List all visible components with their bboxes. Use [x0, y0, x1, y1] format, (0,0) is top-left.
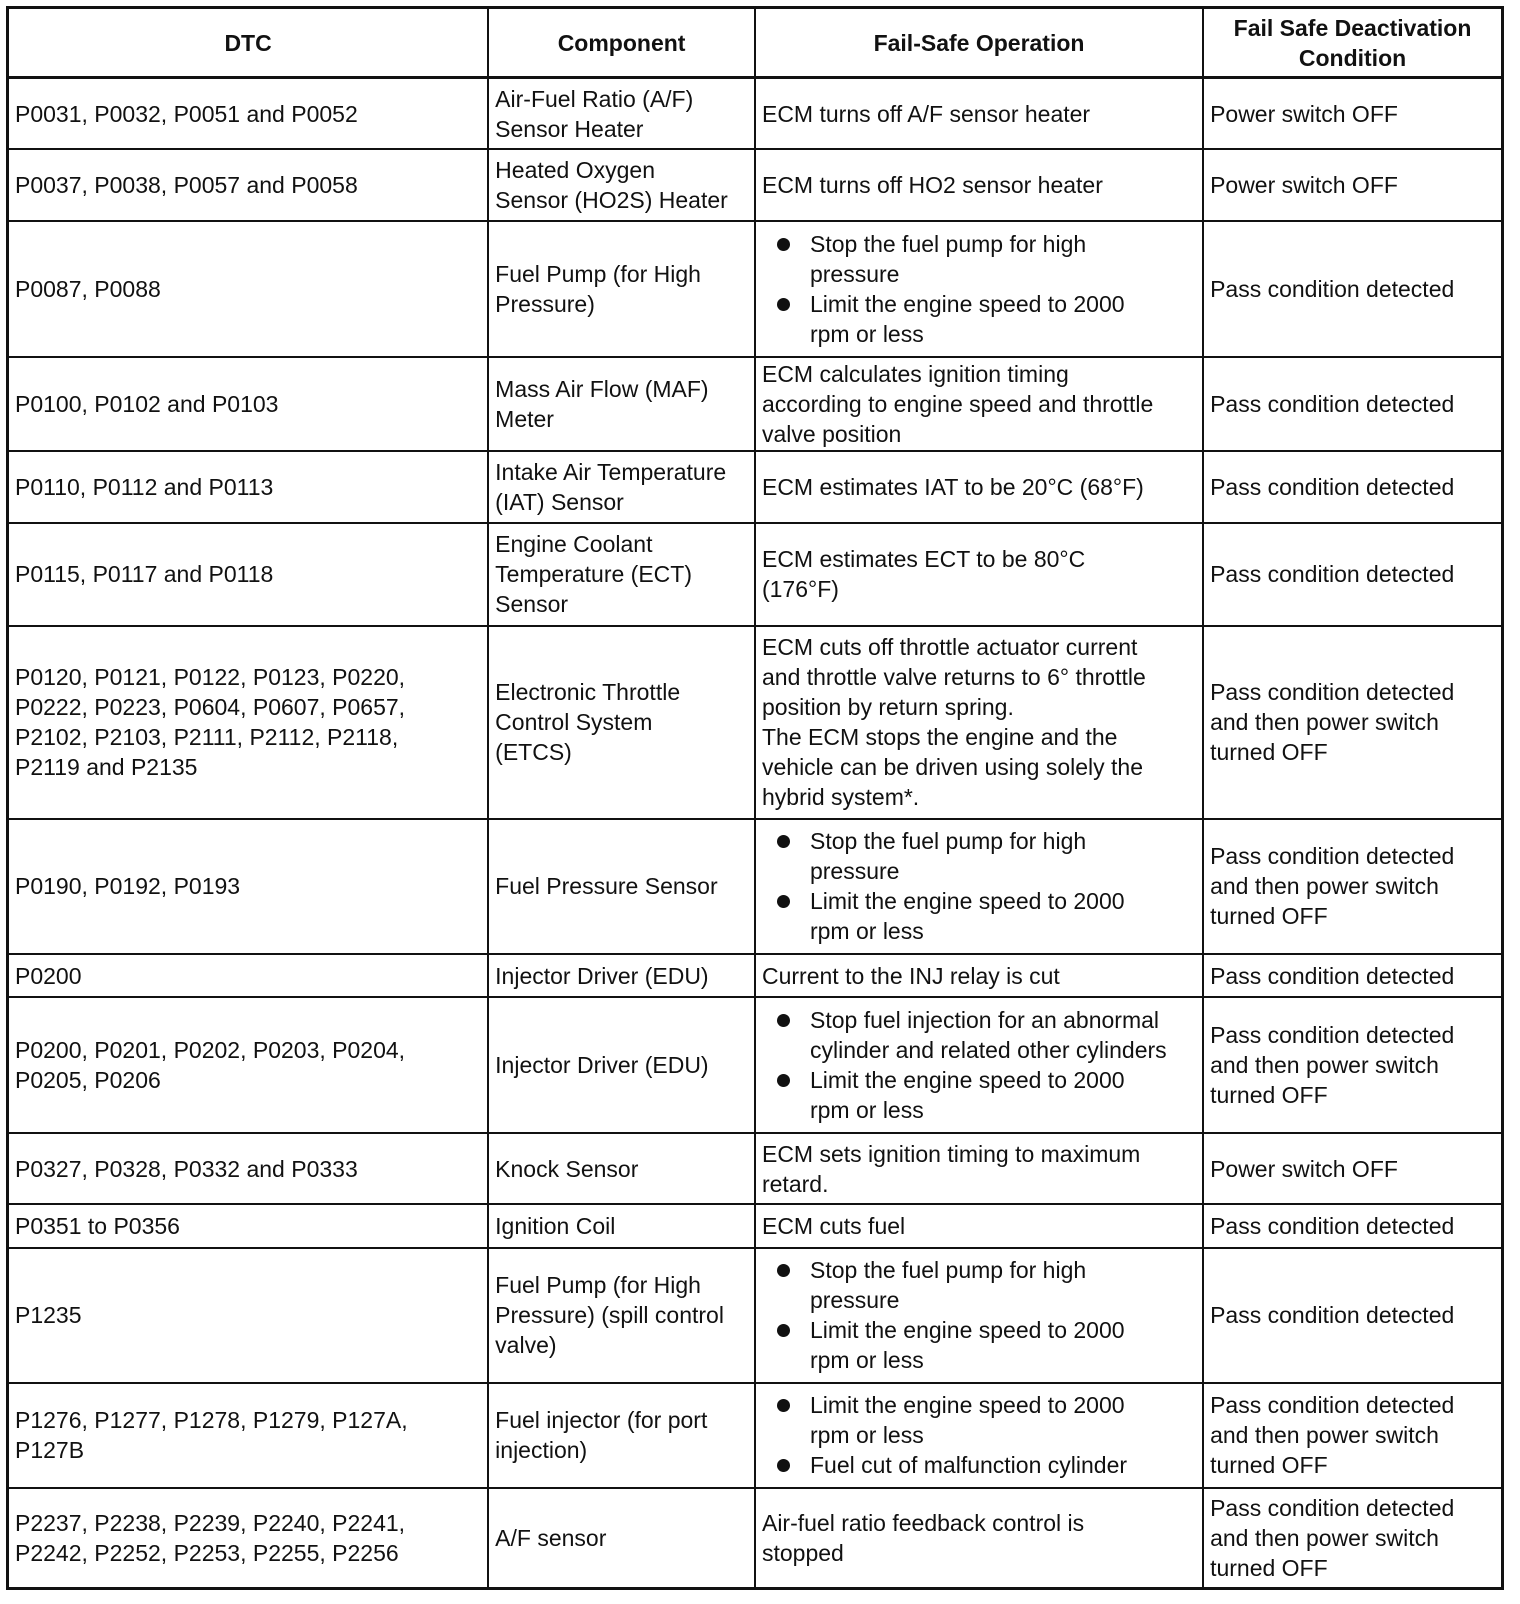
operation-cell	[755, 1488, 1203, 1589]
deactivation-line: turned OFF	[1210, 903, 1328, 930]
component-line: Injector Driver (EDU)	[495, 962, 709, 989]
table-row	[8, 1488, 1503, 1589]
deactivation-cell	[1203, 954, 1502, 997]
component-line: (ETCS)	[495, 739, 572, 766]
deactivation-cell	[1203, 1248, 1502, 1383]
component-line: Sensor	[495, 591, 569, 618]
operation-line: Air-fuel ratio feedback control is	[761, 1509, 1085, 1536]
component-cell	[488, 451, 755, 523]
deactivation-line: and then power switch	[1210, 1051, 1439, 1078]
operation-cell	[755, 1133, 1203, 1205]
operation-bullet-item	[774, 1065, 1196, 1125]
operation-cell	[755, 357, 1203, 451]
component-line: Ignition Coil	[495, 1213, 616, 1240]
deactivation-line: Pass condition detected	[1210, 390, 1455, 417]
operation-line: and throttle valve returns to 6° throttle	[761, 664, 1146, 691]
table-row	[8, 626, 1503, 819]
operation-cell	[755, 221, 1203, 356]
deactivation-line: Power switch OFF	[1210, 1155, 1398, 1182]
operation-line: Stop fuel injection for an abnormal	[809, 1006, 1160, 1033]
component-line: Heated Oxygen	[495, 157, 655, 184]
header-deactivation-line: Condition	[1298, 44, 1407, 71]
component-line: Sensor (HO2S) Heater	[495, 187, 728, 214]
deactivation-line: and then power switch	[1210, 709, 1439, 736]
operation-line: Limit the engine speed to 2000	[809, 290, 1125, 317]
component-line: valve)	[495, 1332, 557, 1359]
operation-bullet-item	[774, 1315, 1196, 1375]
operation-bullet-item	[774, 229, 1196, 289]
table-body	[8, 78, 1503, 1589]
dtc-line: P0222, P0223, P0604, P0607, P0657,	[15, 694, 406, 721]
table-row	[8, 78, 1503, 150]
component-line: Pressure)	[495, 290, 595, 317]
component-cell	[488, 1204, 755, 1247]
component-cell	[488, 1383, 755, 1488]
deactivation-cell	[1203, 997, 1502, 1132]
dtc-cell	[8, 1383, 489, 1488]
dtc-cell	[8, 1133, 489, 1205]
operation-cell	[755, 149, 1203, 221]
component-line: Temperature (ECT)	[495, 561, 692, 588]
dtc-cell	[8, 523, 489, 626]
deactivation-line: Pass condition detected	[1210, 962, 1455, 989]
dtc-line: P0327, P0328, P0332 and P0333	[15, 1155, 358, 1182]
dtc-cell	[8, 149, 489, 221]
component-cell	[488, 221, 755, 356]
deactivation-cell	[1203, 523, 1502, 626]
operation-line: Stop the fuel pump for high	[809, 1257, 1087, 1284]
operation-cell	[755, 954, 1203, 997]
operation-line: hybrid system*.	[761, 784, 920, 811]
deactivation-line: Pass condition detected	[1210, 1021, 1455, 1048]
deactivation-line: Pass condition detected	[1210, 1302, 1455, 1329]
component-line: Air-Fuel Ratio (A/F)	[495, 85, 694, 112]
dtc-line: P0031, P0032, P0051 and P0052	[15, 100, 358, 127]
component-line: Mass Air Flow (MAF)	[495, 375, 709, 402]
deactivation-cell	[1203, 1204, 1502, 1247]
component-line: Injector Driver (EDU)	[495, 1051, 709, 1078]
operation-line: cylinder and related other cylinders	[809, 1036, 1167, 1063]
operation-bullet-item	[774, 289, 1196, 349]
deactivation-line: Pass condition detected	[1210, 1494, 1455, 1521]
dtc-line: P0110, P0112 and P0113	[15, 474, 274, 501]
deactivation-line: Pass condition detected	[1210, 561, 1455, 588]
dtc-line: P0115, P0117 and P0118	[15, 561, 274, 588]
dtc-cell	[8, 78, 489, 150]
deactivation-line: Pass condition detected	[1210, 679, 1455, 706]
operation-line: Stop the fuel pump for high	[809, 230, 1087, 257]
component-line: (IAT) Sensor	[495, 489, 624, 516]
dtc-line: P1276, P1277, P1278, P1279, P127A,	[15, 1407, 408, 1434]
operation-line: position by return spring.	[761, 694, 1014, 721]
dtc-line: P2242, P2252, P2253, P2255, P2256	[15, 1539, 399, 1566]
operation-line: valve position	[761, 420, 902, 447]
table-row	[8, 1248, 1503, 1383]
deactivation-cell	[1203, 221, 1502, 356]
operation-line: Stop the fuel pump for high	[809, 828, 1087, 855]
component-line: Fuel Pump (for High	[495, 1272, 701, 1299]
operation-line: rpm or less	[809, 1347, 924, 1374]
component-line: injection)	[495, 1437, 588, 1464]
dtc-line: P0200	[15, 962, 82, 989]
operation-line: pressure	[809, 1287, 900, 1314]
deactivation-line: turned OFF	[1210, 1554, 1328, 1581]
deactivation-cell	[1203, 1133, 1502, 1205]
deactivation-line: Pass condition detected	[1210, 1213, 1455, 1240]
dtc-line: P2237, P2238, P2239, P2240, P2241,	[15, 1509, 406, 1536]
operation-line: ECM turns off A/F sensor heater	[761, 100, 1091, 127]
operation-line: Limit the engine speed to 2000	[809, 1317, 1125, 1344]
deactivation-line: Pass condition detected	[1210, 275, 1455, 302]
deactivation-line: Pass condition detected	[1210, 474, 1455, 501]
header-dtc: DTC	[8, 8, 489, 78]
deactivation-cell	[1203, 626, 1502, 819]
operation-line: according to engine speed and throttle	[761, 390, 1154, 417]
operation-line: The ECM stops the engine and the	[761, 724, 1118, 751]
dtc-line: P0205, P0206	[15, 1066, 161, 1093]
operation-line: ECM sets ignition timing to maximum	[761, 1140, 1141, 1167]
operation-line: Fuel cut of malfunction cylinder	[809, 1452, 1128, 1479]
operation-bullet-list	[756, 1005, 1196, 1125]
deactivation-cell	[1203, 819, 1502, 954]
component-line: Fuel injector (for port	[495, 1407, 708, 1434]
operation-bullet-item	[774, 1255, 1196, 1315]
table-row	[8, 819, 1503, 954]
component-cell	[488, 357, 755, 451]
component-line: Control System	[495, 709, 653, 736]
table-row	[8, 954, 1503, 997]
dtc-line: P0200, P0201, P0202, P0203, P0204,	[15, 1036, 406, 1063]
deactivation-cell	[1203, 78, 1502, 150]
table-row	[8, 523, 1503, 626]
operation-cell	[755, 78, 1203, 150]
operation-line: stopped	[761, 1539, 844, 1566]
operation-line: retard.	[761, 1170, 829, 1197]
operation-cell	[755, 819, 1203, 954]
operation-bullet-list	[756, 1390, 1196, 1480]
dtc-cell	[8, 626, 489, 819]
dtc-cell	[8, 1488, 489, 1589]
component-line: Knock Sensor	[495, 1155, 639, 1182]
operation-bullet-list	[756, 229, 1196, 349]
table-row	[8, 451, 1503, 523]
operation-line: pressure	[809, 260, 900, 287]
deactivation-line: Pass condition detected	[1210, 843, 1455, 870]
dtc-line: P0100, P0102 and P0103	[15, 390, 279, 417]
operation-cell	[755, 1248, 1203, 1383]
dtc-cell	[8, 997, 489, 1132]
header-component: Component	[488, 8, 755, 78]
component-line: Electronic Throttle	[495, 679, 681, 706]
component-line: Fuel Pressure Sensor	[495, 873, 718, 900]
component-cell	[488, 78, 755, 150]
operation-line: ECM calculates ignition timing	[761, 360, 1069, 387]
operation-line: Limit the engine speed to 2000	[809, 888, 1125, 915]
component-line: Pressure) (spill control	[495, 1302, 724, 1329]
operation-bullet-item	[774, 826, 1196, 886]
component-cell	[488, 997, 755, 1132]
dtc-cell	[8, 954, 489, 997]
deactivation-line: Power switch OFF	[1210, 172, 1398, 199]
component-line: Engine Coolant	[495, 531, 653, 558]
fail-safe-table	[6, 6, 1504, 1590]
operation-line: ECM cuts off throttle actuator current	[761, 634, 1138, 661]
operation-cell	[755, 451, 1203, 523]
operation-bullet-item	[774, 1450, 1196, 1480]
dtc-line: P127B	[15, 1437, 85, 1464]
operation-bullet-item	[774, 1390, 1196, 1450]
component-line: Fuel Pump (for High	[495, 260, 701, 287]
dtc-line: P2119 and P2135	[15, 754, 198, 781]
component-cell	[488, 149, 755, 221]
operation-cell	[755, 1383, 1203, 1488]
operation-cell	[755, 626, 1203, 819]
header-deactivation-condition	[1203, 8, 1502, 78]
component-line: A/F sensor	[495, 1524, 607, 1551]
deactivation-line: turned OFF	[1210, 1081, 1328, 1108]
deactivation-cell	[1203, 1383, 1502, 1488]
table-row	[8, 357, 1503, 451]
table-row	[8, 1204, 1503, 1247]
header-fail-safe-operation: Fail-Safe Operation	[755, 8, 1203, 78]
operation-bullet-item	[774, 1005, 1196, 1065]
operation-line: rpm or less	[809, 1422, 924, 1449]
table-row	[8, 1383, 1503, 1488]
component-cell	[488, 523, 755, 626]
operation-cell	[755, 997, 1203, 1132]
dtc-cell	[8, 451, 489, 523]
deactivation-cell	[1203, 357, 1502, 451]
component-line: Intake Air Temperature	[495, 459, 727, 486]
dtc-line: P0120, P0121, P0122, P0123, P0220,	[15, 664, 406, 691]
component-cell	[488, 626, 755, 819]
component-line: Sensor Heater	[495, 115, 644, 142]
component-cell	[488, 954, 755, 997]
deactivation-line: and then power switch	[1210, 1422, 1439, 1449]
deactivation-line: and then power switch	[1210, 873, 1439, 900]
dtc-line: P1235	[15, 1302, 82, 1329]
operation-line: Limit the engine speed to 2000	[809, 1392, 1125, 1419]
deactivation-line: Pass condition detected	[1210, 1392, 1455, 1419]
table-row	[8, 221, 1503, 356]
component-cell	[488, 819, 755, 954]
dtc-line: P0087, P0088	[15, 275, 161, 302]
deactivation-cell	[1203, 451, 1502, 523]
table-row	[8, 997, 1503, 1132]
operation-line: (176°F)	[761, 576, 839, 603]
dtc-cell	[8, 357, 489, 451]
deactivation-line: and then power switch	[1210, 1524, 1439, 1551]
deactivation-line: turned OFF	[1210, 1452, 1328, 1479]
dtc-line: P0037, P0038, P0057 and P0058	[15, 172, 358, 199]
operation-cell	[755, 523, 1203, 626]
component-cell	[488, 1133, 755, 1205]
header-row	[8, 8, 1503, 78]
operation-bullet-list	[756, 826, 1196, 946]
dtc-line: P0190, P0192, P0193	[15, 873, 241, 900]
dtc-cell	[8, 1248, 489, 1383]
operation-line: rpm or less	[809, 1096, 924, 1123]
table-row	[8, 149, 1503, 221]
operation-line: ECM cuts fuel	[761, 1213, 906, 1240]
component-cell	[488, 1248, 755, 1383]
operation-line: vehicle can be driven using solely the	[761, 754, 1143, 781]
operation-line: Limit the engine speed to 2000	[809, 1066, 1125, 1093]
operation-line: ECM turns off HO2 sensor heater	[761, 172, 1103, 199]
deactivation-cell	[1203, 149, 1502, 221]
component-line: Meter	[495, 405, 554, 432]
operation-line: pressure	[809, 858, 900, 885]
component-cell	[488, 1488, 755, 1589]
dtc-cell	[8, 1204, 489, 1247]
dtc-line: P2102, P2103, P2111, P2112, P2118,	[15, 724, 399, 751]
dtc-cell	[8, 221, 489, 356]
operation-bullet-item	[774, 886, 1196, 946]
header-deactivation-line: Fail Safe Deactivation	[1233, 14, 1472, 41]
table-row	[8, 1133, 1503, 1205]
operation-line: ECM estimates IAT to be 20°C (68°F)	[761, 474, 1144, 501]
operation-line: rpm or less	[809, 918, 924, 945]
operation-line: Current to the INJ relay is cut	[761, 962, 1060, 989]
dtc-line: P0351 to P0356	[15, 1213, 180, 1240]
deactivation-cell	[1203, 1488, 1502, 1589]
operation-bullet-list	[756, 1255, 1196, 1375]
operation-cell	[755, 1204, 1203, 1247]
dtc-cell	[8, 819, 489, 954]
deactivation-line: Power switch OFF	[1210, 100, 1398, 127]
operation-line: ECM estimates ECT to be 80°C	[761, 546, 1086, 573]
operation-line: rpm or less	[809, 320, 924, 347]
deactivation-line: turned OFF	[1210, 739, 1328, 766]
